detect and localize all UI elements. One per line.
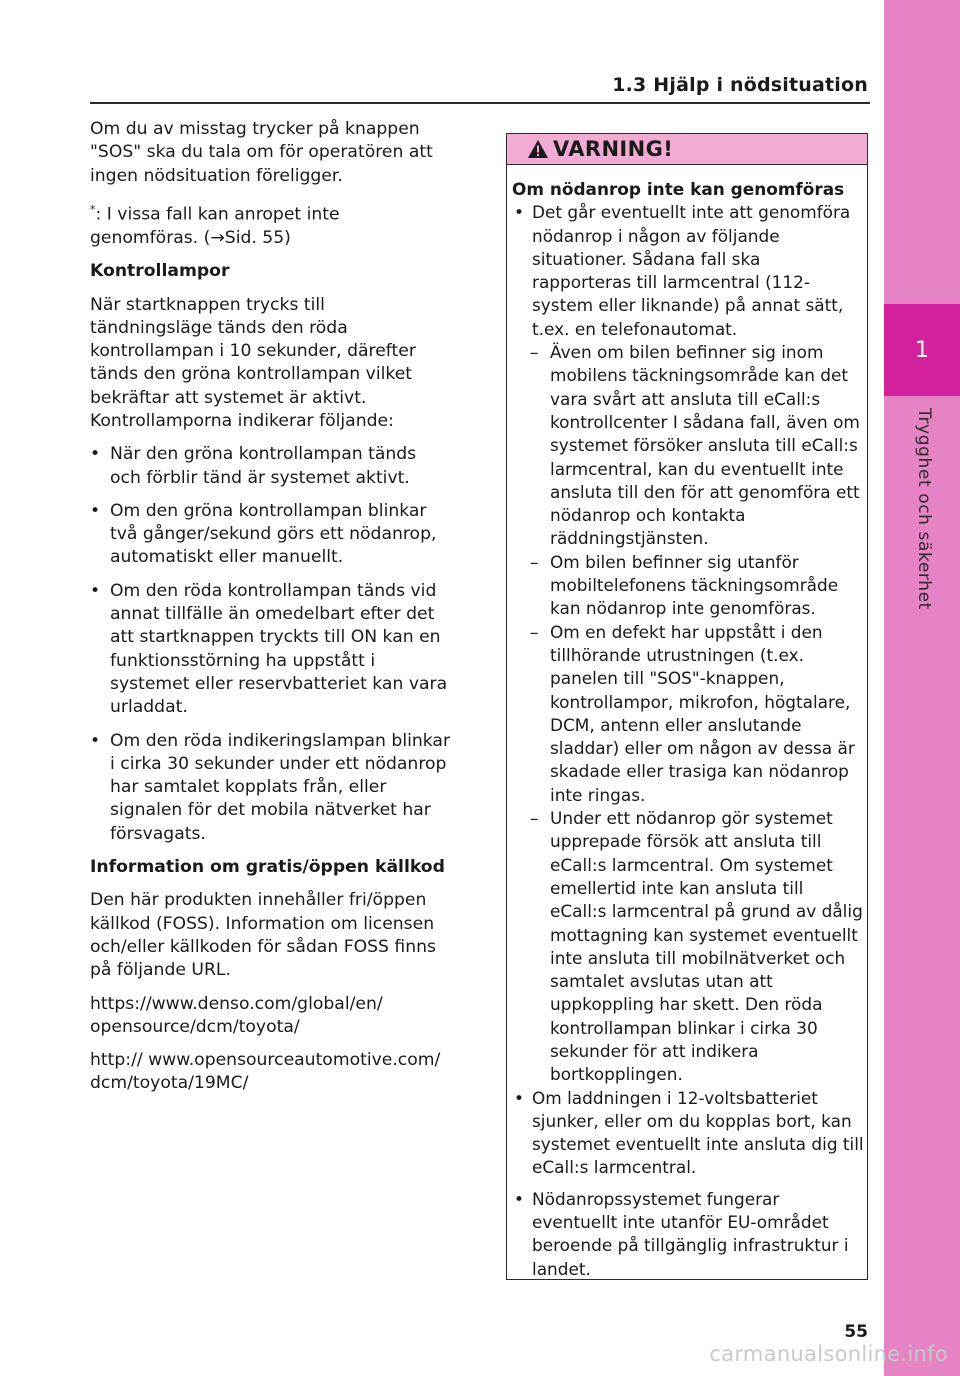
url-denso[interactable]: https://www.denso.com/global/en/ opensource/dcm/toyota/ [90, 993, 383, 1037]
warning-bullet: • Det går eventuellt inte att genomföra nödanrop i någon av följande situationer. Sådana fall ska rapporteras till larmcentral (112-system eller liknande) på annat sätt, t.ex. en telefonautomat. [512, 201, 864, 341]
page-number: 55 [844, 1322, 868, 1342]
warning-dash-item: – Om en defekt har uppstått i den tillhörande utrustningen (t.ex. panelen till "SOS"-knappen, kontrollampor, mikrofon, högtalare, DCM, antenn eller anslutande sladdar) eller om någon av dessa är skadade eller trasiga kan nödanrop inte ringas. [512, 621, 864, 807]
left-column [90, 118, 450, 1106]
footnote [90, 198, 450, 250]
paragraph-misdial: Om du av misstag trycker på knappen "SOS" ska du tala om för operatören att ingen nödsituation föreligger. [90, 119, 433, 186]
footnote-text: : I vissa fall kan anropet inte genomföras. (→Sid. 55) [90, 204, 340, 248]
url-opensourceautomotive[interactable]: http:// www.opensourceautomotive.com/ dcm/toyota/19MC/ [90, 1050, 441, 1094]
warning-header [506, 133, 868, 165]
list-item: • Om den röda indikeringslampan blinkar i cirka 30 sekunder under ett nödanrop har samtalet kopplats från, eller signalen för det mobila nätverket har försvagats. [90, 730, 450, 846]
header-divider [90, 102, 870, 104]
list-item: • Om den gröna kontrollampan blinkar två gånger/sekund görs ett nödanrop, automatiskt eller manuellt. [90, 500, 450, 570]
warning-dash-item: – Om bilen befinner sig utanför mobiltelefonens täckningsområde kan nödanrop inte genomföras. [512, 551, 864, 621]
watermark: carmanualsonline.info [709, 1342, 948, 1366]
warning-label: VARNING! [553, 137, 674, 161]
warning-heading: Om nödanrop inte kan genomföras [512, 179, 845, 199]
warning-bullet: • Nödanropssystemet fungerar eventuellt inte utanför EU-området beroende på tillgänglig infrastruktur i landet. [512, 1188, 864, 1281]
warning-icon [527, 139, 549, 159]
paragraph-kontrollampor: När startknappen trycks till tändningsläge tänds den röda kontrollampan i 10 sekunder, därefter tänds den gröna kontrollampan vilket bekräftar att systemet är aktivt. Kontrollamporna indikerar följande: [90, 294, 416, 431]
warning-bullet: • Om laddningen i 12-voltsbatteriet sjunker, eller om du kopplas bort, kan systemet eventuellt inte ansluta dig till eCall:s larmcentral. [512, 1087, 864, 1180]
chapter-title: Trygghet och säkerhet [914, 408, 934, 610]
warning-body [512, 178, 864, 1281]
warning-dash-item: – Under ett nödanrop gör systemet upprepade försök att ansluta till eCall:s larmcentral. Om systemet emellertid inte kan ansluta till eCall:s larmcentral på grund av dålig mottagning kan systemet eventuellt inte ansluta till mobilnätverket och samtalet avslutas utan att uppkoppling har skett. Den röda kontrollampan blinkar i cirka 30 sekunder för att indikera bortkopplingen. [512, 807, 864, 1087]
heading-kontrollampor: Kontrollampor [90, 261, 230, 282]
list-item: • När den gröna kontrollampan tänds och förblir tänd är systemet aktivt. [90, 443, 450, 490]
footnote-star: * [90, 202, 96, 216]
chapter-tab-top [884, 0, 960, 304]
paragraph-foss: Den här produkten innehåller fri/öppen källkod (FOSS). Information om licensen och/eller källkoden för sådan FOSS finns på följande URL. [90, 890, 436, 981]
list-item: • Om den röda kontrollampan tänds vid annat tillfälle än omedelbart efter det att startknappen tryckts till ON kan en funktionsstörning ha uppstått i systemet eller reservbatteriet kan vara urladdat. [90, 580, 450, 720]
chapter-number: 1 [884, 304, 960, 396]
section-title: 1.3 Hjälp i nödsituation [612, 74, 868, 96]
heading-foss: Information om gratis/öppen källkod [90, 857, 445, 878]
warning-dash-item: – Även om bilen befinner sig inom mobilens täckningsområde kan det vara svårt att ansluta till eCall:s kontrollcenter I sådana fall, även om systemet försöker ansluta till eCall:s larmcentral, kan du eventuellt inte ansluta till den för att genomföra ett nödanrop och kontakta räddningstjänsten. [512, 341, 864, 551]
